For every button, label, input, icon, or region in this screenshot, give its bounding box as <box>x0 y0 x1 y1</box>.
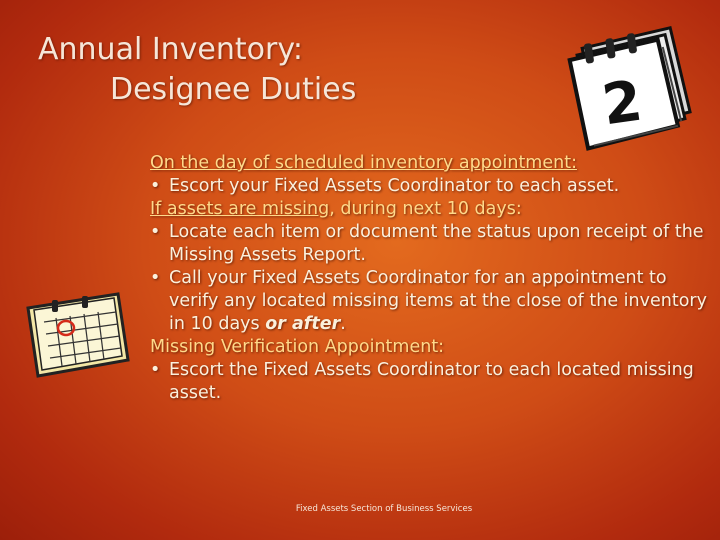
bullet-end: . <box>340 314 346 334</box>
section-header-inventory-day: On the day of scheduled inventory appointment: <box>150 153 577 173</box>
bullet-text: Locate each item or document the status upon receipt of the Missing Assets Report. <box>169 222 704 265</box>
header-rest: , during next 10 days: <box>329 199 522 219</box>
bullet: • <box>150 222 161 242</box>
slide-title <box>38 30 356 110</box>
slide-footer: Fixed Assets Section of Business Services <box>295 504 473 514</box>
section-header-verification: Missing Verification Appointment: <box>150 337 445 357</box>
emphasis-text: or after <box>265 314 341 334</box>
bullet-text: Call your Fixed Assets Coordinator for an appointment to verify any located missing items at the close of the inventory in 10 days <box>169 268 707 334</box>
section-header-missing-assets <box>150 198 715 221</box>
list-item <box>150 359 715 405</box>
slide-body <box>150 152 715 405</box>
bullet-text: Escort the Fixed Assets Coordinator to each located missing asset. <box>169 360 694 403</box>
title-line-1: Annual Inventory: <box>38 32 304 67</box>
bullet-text: Escort your Fixed Assets Coordinator to each asset. <box>169 176 620 196</box>
bullet: • <box>150 268 161 288</box>
tear-off-calendar-icon <box>560 22 700 152</box>
calendar-number: 2 <box>598 68 647 139</box>
bullet: • <box>150 360 161 380</box>
list-item <box>150 267 715 336</box>
list-item <box>150 221 715 267</box>
bullet: • <box>150 176 161 196</box>
list-item <box>150 175 715 198</box>
header-underlined: If assets are missing <box>150 199 330 219</box>
monthly-calendar-icon <box>22 290 134 382</box>
title-line-2: Designee Duties <box>110 72 357 107</box>
